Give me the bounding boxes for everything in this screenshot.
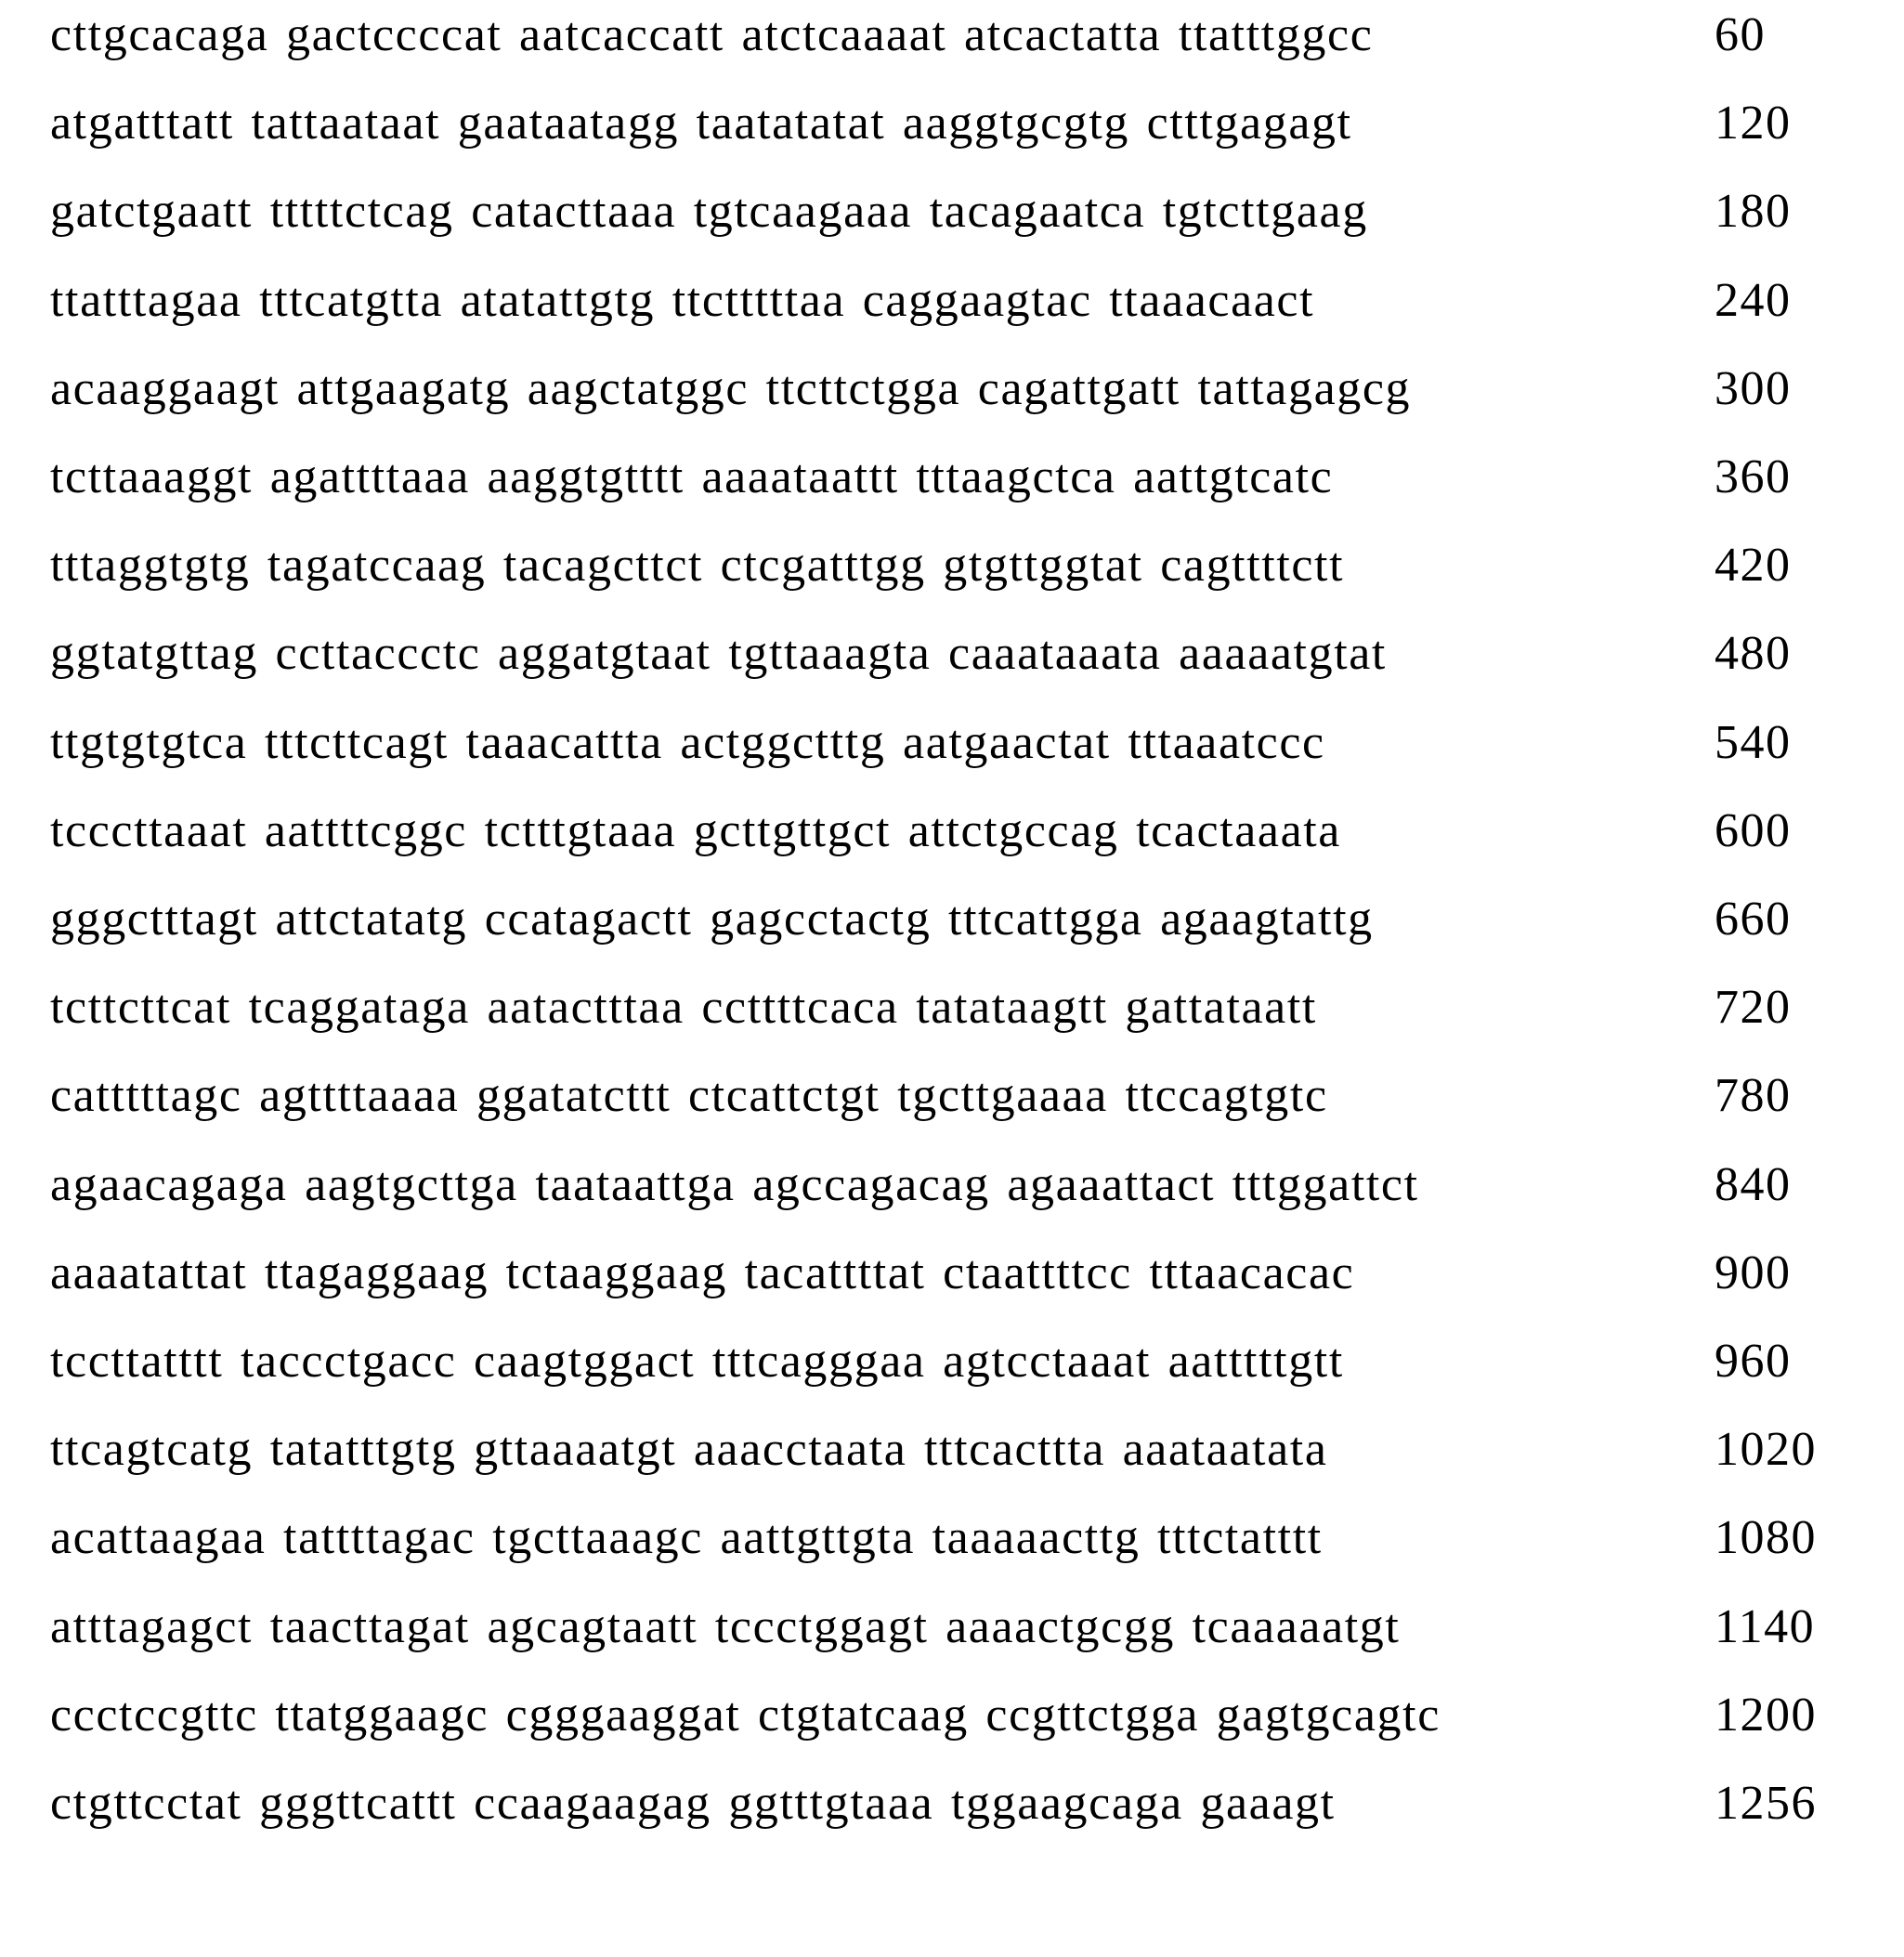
sequence-text: tcccttaaat aattttcggc tctttgtaaa gcttgttgct attctgccag tcactaaata	[50, 803, 1341, 859]
sequence-row	[0, 1776, 1904, 1864]
position-number: 1080	[1715, 1510, 1817, 1566]
position-number: 180	[1715, 184, 1792, 240]
sequence-text: agaacagaga aagtgcttga taataattga agccagacag agaaattact tttggattct	[50, 1157, 1419, 1213]
sequence-row	[0, 450, 1904, 538]
sequence-row	[0, 538, 1904, 626]
sequence-text: ttcagtcatg tatatttgtg gttaaaatgt aaacctaata tttcacttta aaataatata	[50, 1422, 1328, 1478]
position-number: 1200	[1715, 1688, 1817, 1743]
sequence-row	[0, 1688, 1904, 1776]
sequence-text: atgatttatt tattaataat gaataatagg taatatatat aaggtgcgtg ctttgagagt	[50, 96, 1352, 151]
position-number: 720	[1715, 980, 1792, 1036]
sequence-text: ttgtgtgtca tttcttcagt taaacattta actggctttg aatgaactat tttaaatccc	[50, 715, 1325, 771]
position-number: 1020	[1715, 1422, 1817, 1478]
sequence-text: cttgcacaga gactccccat aatcaccatt atctcaaaat atcactatta ttatttggcc	[50, 7, 1373, 63]
sequence-text: acaaggaagt attgaagatg aagctatggc ttcttctgga cagattgatt tattagagcg	[50, 361, 1411, 417]
position-number: 480	[1715, 626, 1792, 682]
position-number: 540	[1715, 715, 1792, 771]
sequence-row	[0, 980, 1904, 1068]
sequence-row	[0, 1157, 1904, 1246]
position-number: 1256	[1715, 1776, 1817, 1832]
position-number: 960	[1715, 1334, 1792, 1389]
position-number: 660	[1715, 892, 1792, 947]
sequence-text: ccctccgttc ttatggaagc cgggaaggat ctgtatcaag ccgttctgga gagtgcagtc	[50, 1688, 1441, 1743]
sequence-row	[0, 1510, 1904, 1598]
sequence-text: aaaatattat ttagaggaag tctaaggaag tacattttat ctaattttcc tttaacacac	[50, 1246, 1354, 1301]
position-number: 840	[1715, 1157, 1792, 1213]
sequence-text: ctgttcctat gggttcattt ccaagaagag ggtttgtaaa tggaagcaga gaaagt	[50, 1776, 1336, 1832]
sequence-row	[0, 96, 1904, 184]
position-number: 120	[1715, 96, 1792, 151]
sequence-row	[0, 803, 1904, 892]
sequence-row	[0, 1246, 1904, 1334]
position-number: 300	[1715, 361, 1792, 417]
sequence-text: ggtatgttag ccttaccctc aggatgtaat tgttaaagta caaataaata aaaaatgtat	[50, 626, 1387, 682]
sequence-row	[0, 184, 1904, 272]
sequence-row	[0, 1068, 1904, 1156]
sequence-row	[0, 1334, 1904, 1422]
sequence-row	[0, 892, 1904, 980]
position-number: 360	[1715, 450, 1792, 505]
sequence-text: ttatttagaa tttcatgtta atatattgtg ttctttttaa caggaagtac ttaaacaact	[50, 273, 1314, 329]
position-number: 60	[1715, 7, 1766, 63]
sequence-text: catttttagc agttttaaaa ggatatcttt ctcattctgt tgcttgaaaa ttccagtgtc	[50, 1068, 1328, 1124]
sequence-row	[0, 273, 1904, 361]
position-number: 1140	[1715, 1599, 1815, 1655]
position-number: 900	[1715, 1246, 1792, 1301]
sequence-row	[0, 626, 1904, 714]
sequence-row	[0, 1422, 1904, 1510]
sequence-text: tttaggtgtg tagatccaag tacagcttct ctcgatttgg gtgttggtat cagttttctt	[50, 538, 1344, 594]
sequence-row	[0, 715, 1904, 803]
sequence-text: gggctttagt attctatatg ccatagactt gagcctactg tttcattgga agaagtattg	[50, 892, 1374, 947]
position-number: 600	[1715, 803, 1792, 859]
sequence-text: tcttcttcat tcaggataga aatactttaa ccttttcaca tatataagtt gattataatt	[50, 980, 1317, 1036]
sequence-text: gatctgaatt tttttctcag catacttaaa tgtcaagaaa tacagaatca tgtcttgaag	[50, 184, 1368, 240]
sequence-text: tcttaaaggt agattttaaa aaggtgtttt aaaataattt tttaagctca aattgtcatc	[50, 450, 1333, 505]
sequence-text: acattaagaa tattttagac tgcttaaagc aattgttgta taaaaacttg tttctatttt	[50, 1510, 1323, 1566]
position-number: 240	[1715, 273, 1792, 329]
sequence-text: atttagagct taacttagat agcagtaatt tccctggagt aaaactgcgg tcaaaaatgt	[50, 1599, 1400, 1655]
sequence-row	[0, 1599, 1904, 1688]
sequence-row	[0, 361, 1904, 450]
position-number: 420	[1715, 538, 1792, 594]
position-number: 780	[1715, 1068, 1792, 1124]
sequence-text: tccttatttt taccctgacc caagtggact tttcagggaa agtcctaaat aatttttgtt	[50, 1334, 1344, 1389]
sequence-row	[0, 7, 1904, 96]
